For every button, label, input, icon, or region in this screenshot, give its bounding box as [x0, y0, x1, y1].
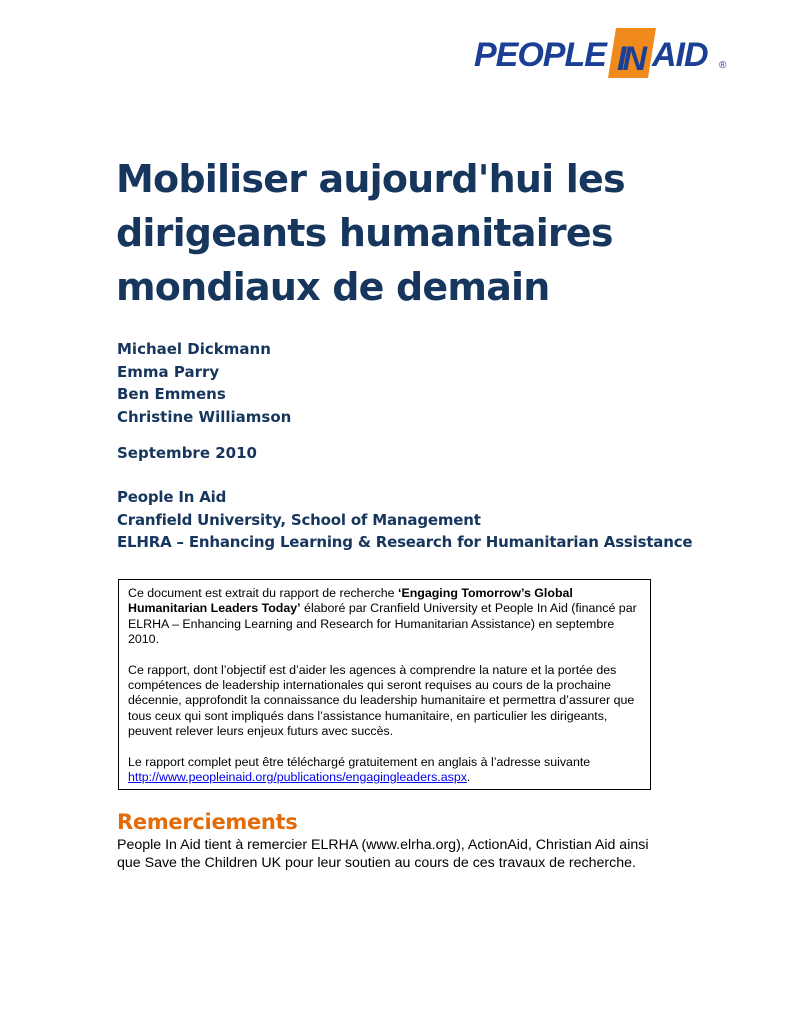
author-name: Michael Dickmann	[117, 340, 271, 358]
organization-name: ELHRA – Enhancing Learning & Research for Humanitarian Assistance	[117, 533, 693, 551]
document-title: Mobiliser aujourd'hui les dirigeants humanitaires mondiaux de demain	[116, 157, 625, 309]
download-period: .	[466, 770, 471, 785]
logo-registered-mark: ®	[719, 60, 727, 71]
acknowledgements-heading: Remerciements	[117, 810, 298, 834]
report-info-box	[118, 579, 651, 790]
report-title-bold: ‘Engaging Tomorrow’s Global Humanitarian Leaders Today’	[128, 586, 573, 616]
info-paragraph-source	[128, 586, 642, 648]
logo-text-people: PEOPLE	[474, 36, 606, 74]
logo-text-aid: AID	[652, 36, 708, 74]
info-source-details: élaboré par Cranfield University et People In Aid (financé par ELRHA – Enhancing Learning and Research for Humanitarian Assistance) en septembre 2010.	[128, 601, 637, 647]
author-name: Emma Parry	[117, 362, 220, 381]
info-paragraph-purpose: Ce rapport, dont l’objectif est d’aider les agences à comprendre la nature et la portée des compétences de leadership internationales qui seront requises au cours de la prochaine décennie, approfondit la connaissance du leadership humanitaire et permettra d’assurer que tous ceux qui sont impliqués dans l’assistance humanitaire, en particulier les dirigeants, peuvent relever leurs enjeux futurs avec succès.	[128, 662, 635, 739]
report-download-link[interactable]: http://www.peopleinaid.org/publications/engagingleaders.aspx	[128, 770, 467, 785]
author-name: Ben Emmens	[117, 385, 226, 403]
organization-list	[117, 486, 692, 554]
organization-name: Cranfield University, School of Management	[117, 510, 481, 529]
download-intro: Le rapport complet peut être téléchargé gratuitement en anglais à l’adresse suivante	[128, 754, 591, 769]
acknowledgements-text: People In Aid tient à remercier ELRHA (www.elrha.org), ActionAid, Christian Aid ainsi que Save the Children UK pour leur soutien au cours de ces travaux de recherche.	[117, 837, 649, 871]
logo-text-in: IN	[617, 40, 643, 78]
people-in-aid-logo	[474, 28, 730, 78]
author-list	[117, 338, 291, 428]
info-paragraph-download	[128, 755, 642, 786]
publication-date: Septembre 2010	[117, 444, 257, 462]
organization-name: People In Aid	[117, 488, 227, 506]
author-name: Christine Williamson	[117, 407, 292, 426]
info-source-intro: Ce document est extrait du rapport de recherche	[128, 586, 398, 600]
